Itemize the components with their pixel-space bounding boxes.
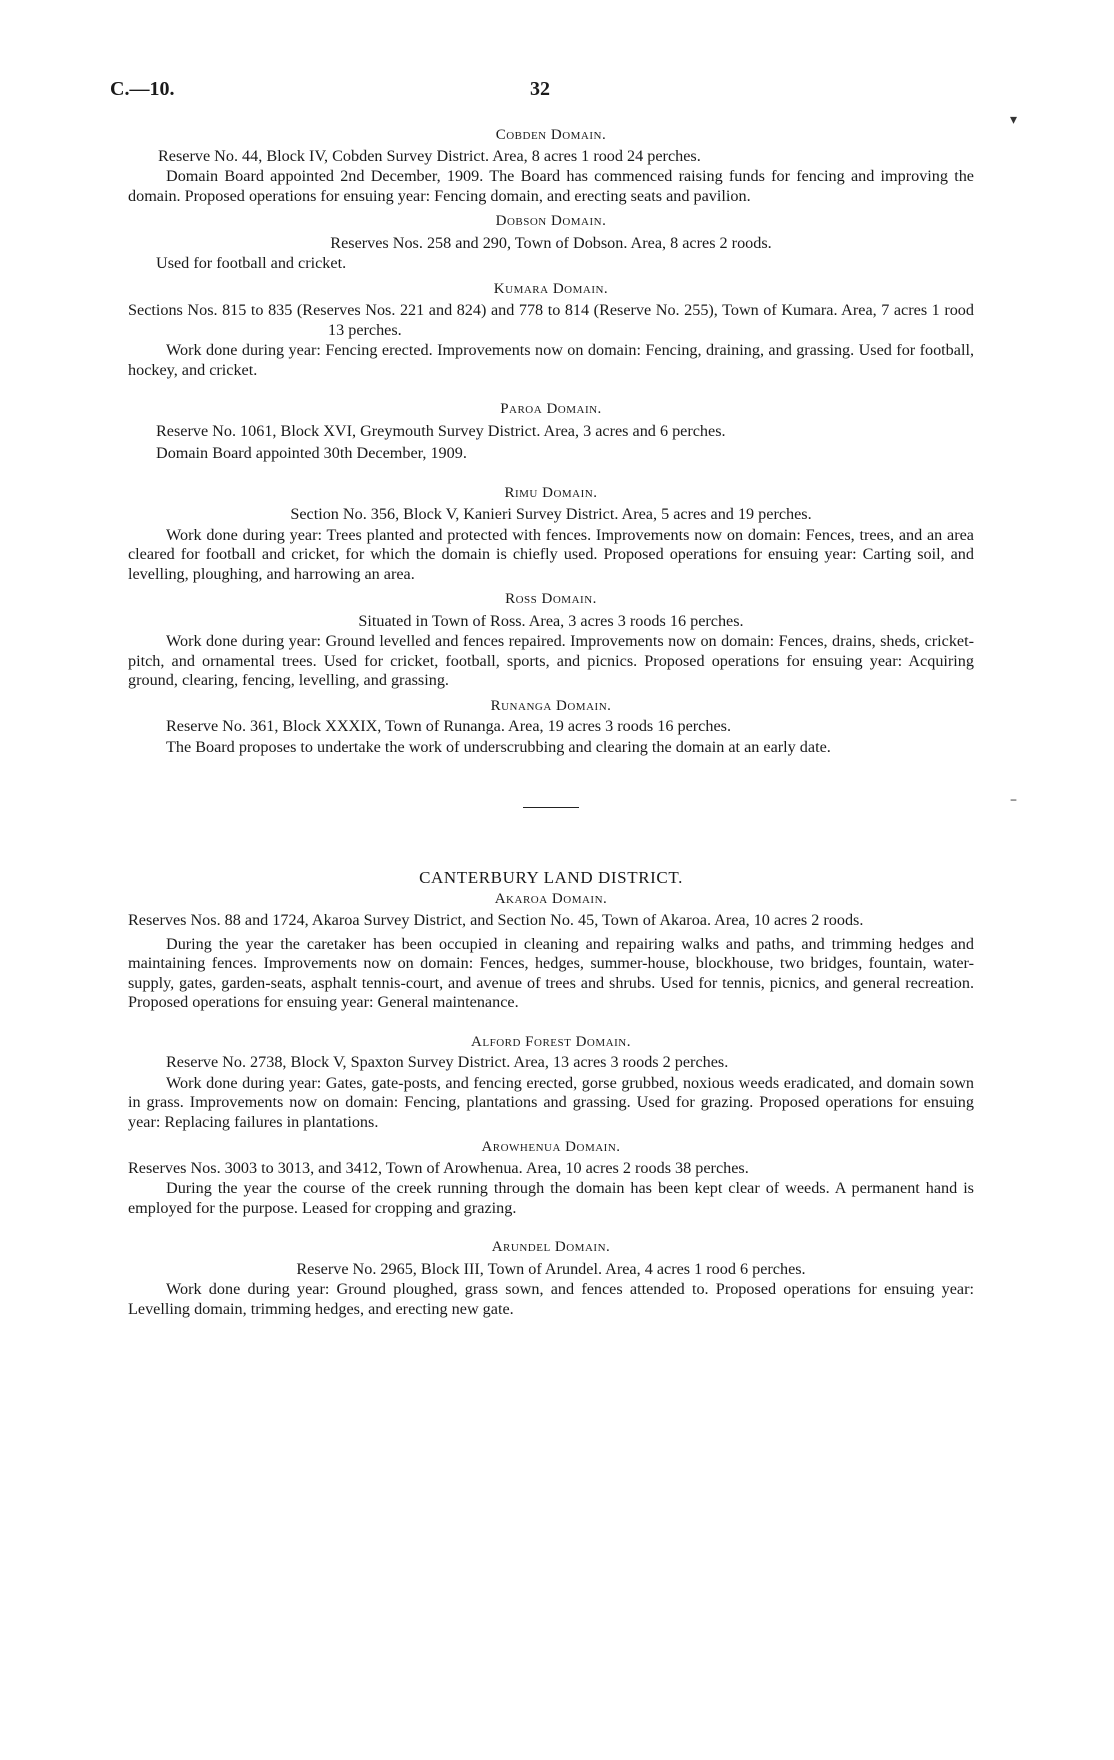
reserve-line: Reserve No. 1061, Block XVI, Greymouth Survey District. Area, 3 acres and 6 perches. bbox=[156, 421, 726, 440]
section-title: Akaroa Domain. bbox=[494, 890, 608, 907]
section-title: Cobden Domain. bbox=[495, 127, 607, 143]
section-title: Ross Domain. bbox=[505, 591, 597, 607]
section-title: Arundel Domain. bbox=[491, 1239, 611, 1255]
section-paragraph: During the year the caretaker has been occupied in cleaning and repairing walks and paths, and trimming hedges and maintaining fences. Improvements now on domain: Fences, hedges, summer-house, blockhouse, two bridges, fountain, water-supply, gates, garden-seats, asphalt tennis-court, and avenue of trees and shrubs. Used for tennis, picnics, and general recreation. Proposed operations for ensuing year: General maintenance. bbox=[128, 934, 974, 1011]
main-content bbox=[128, 126, 974, 1319]
margin-mark: – bbox=[1010, 792, 1017, 808]
section-paragraph: Work done during year: Ground ploughed, grass sown, and fences attended to. Proposed operations for ensuing year: Levelling domain, trimming hedges, and erecting new gate. bbox=[128, 1280, 974, 1318]
kumara-domain-section bbox=[128, 280, 974, 381]
canterbury-district bbox=[128, 868, 974, 1319]
reserve-line: Reserves Nos. 88 and 1724, Akaroa Survey District, and Section No. 45, Town of Akaroa. Area, 10 acres 2 roods. bbox=[128, 911, 864, 929]
section-title: Arowhenua Domain. bbox=[481, 1139, 621, 1155]
section-paragraph: The Board proposes to undertake the work of underscrubbing and clearing the domain at an early date. bbox=[166, 737, 831, 756]
section-title: Paroa Domain. bbox=[500, 401, 602, 417]
arundel-domain-section bbox=[128, 1238, 974, 1319]
margin-mark: ▾ bbox=[1010, 112, 1018, 128]
cobden-domain-section bbox=[128, 126, 974, 206]
section-paragraph: Work done during year: Trees planted and protected with fences. Improvements now on domain: Fences, trees, and an area cleared for football and cricket, for which the domain is chiefly used. Proposed operations for ensuing year: Carting soil, and levelling, ploughing, and harrowing an area. bbox=[128, 525, 974, 583]
section-paragraph: Used for football and cricket. bbox=[156, 254, 347, 272]
reserve-line: Sections Nos. 815 to 835 (Reserves Nos. 221 and 824) and 778 to 814 (Reserve No. 255), Town of Kumara. Area, 7 acres 1 rood 13 perches. bbox=[128, 301, 974, 339]
document-reference: C.—10. bbox=[110, 78, 175, 100]
rimu-domain-section bbox=[128, 484, 974, 585]
reserve-line: Section No. 356, Block V, Kanieri Survey District. Area, 5 acres and 19 perches. bbox=[290, 505, 812, 523]
section-paragraph: Domain Board appointed 30th December, 1909. bbox=[156, 444, 467, 462]
section-paragraph: During the year the course of the creek running through the domain has been kept clear of weeds. A permanent hand is employed for the purpose. Leased for cropping and grazing. bbox=[128, 1179, 974, 1217]
reserve-line: Situated in Town of Ross. Area, 3 acres 3 roods 16 perches. bbox=[358, 611, 744, 630]
section-paragraph: Domain Board appointed 2nd December, 1909. The Board has commenced raising funds for fencing and improving the domain. Proposed operations for ensuing year: Fencing domain, and erecting seats and pavilion. bbox=[128, 167, 974, 205]
section-paragraph: Work done during year: Ground levelled and fences repaired. Improvements now on domain: Fences, drains, sheds, cricket-pitch, and ornamental trees. Used for cricket, football, sports, and picnics. Proposed operations for ensuing year: Acquiring ground, clearing, fencing, levelling, and grassing. bbox=[128, 632, 974, 689]
arowhenua-domain-section bbox=[128, 1138, 974, 1218]
reserve-line: Reserves Nos. 3003 to 3013, and 3412, Town of Arowhenua. Area, 10 acres 2 roods 38 perches. bbox=[128, 1158, 749, 1177]
section-title: Runanga Domain. bbox=[490, 697, 612, 714]
page-header bbox=[110, 78, 990, 108]
reserve-line: Reserve No. 2965, Block III, Town of Arundel. Area, 4 acres 1 rood 6 perches. bbox=[296, 1259, 806, 1278]
page-number: 32 bbox=[530, 78, 550, 100]
runanga-domain-section bbox=[128, 697, 974, 758]
district-title: CANTERBURY LAND DISTRICT. bbox=[419, 868, 683, 887]
akaroa-domain-section bbox=[128, 890, 974, 1013]
reserve-line: Reserve No. 44, Block IV, Cobden Survey District. Area, 8 acres 1 rood 24 perches. bbox=[158, 146, 701, 165]
reserve-line: Reserve No. 361, Block XXXIX, Town of Runanga. Area, 19 acres 3 roods 16 perches. bbox=[166, 717, 731, 735]
reserve-line: Reserve No. 2738, Block V, Spaxton Survey District. Area, 13 acres 3 roods 2 perches. bbox=[166, 1053, 729, 1071]
reserve-line: Reserves Nos. 258 and 290, Town of Dobson. Area, 8 acres 2 roods. bbox=[330, 233, 772, 252]
section-paragraph: Work done during year: Fencing erected. Improvements now on domain: Fencing, draining, and grassing. Used for football, hockey, and cricket. bbox=[128, 341, 974, 379]
section-divider bbox=[523, 807, 579, 808]
dobson-domain-section bbox=[128, 212, 974, 274]
section-title: Alford Forest Domain. bbox=[471, 1033, 631, 1050]
ross-domain-section bbox=[128, 590, 974, 691]
section-title: Rimu Domain. bbox=[504, 484, 598, 501]
section-title: Kumara Domain. bbox=[493, 280, 609, 297]
alford-forest-domain-section bbox=[128, 1033, 974, 1133]
section-title: Dobson Domain. bbox=[495, 213, 607, 229]
paroa-domain-section bbox=[128, 400, 974, 464]
section-paragraph: Work done during year: Gates, gate-posts, and fencing erected, gorse grubbed, noxious weeds eradicated, and domain sown in grass. Improvements now on domain: Fencing, plantations and grassing. Used for grazing. Proposed operations for ensuing year: Replacing failures in plantations. bbox=[128, 1073, 974, 1131]
